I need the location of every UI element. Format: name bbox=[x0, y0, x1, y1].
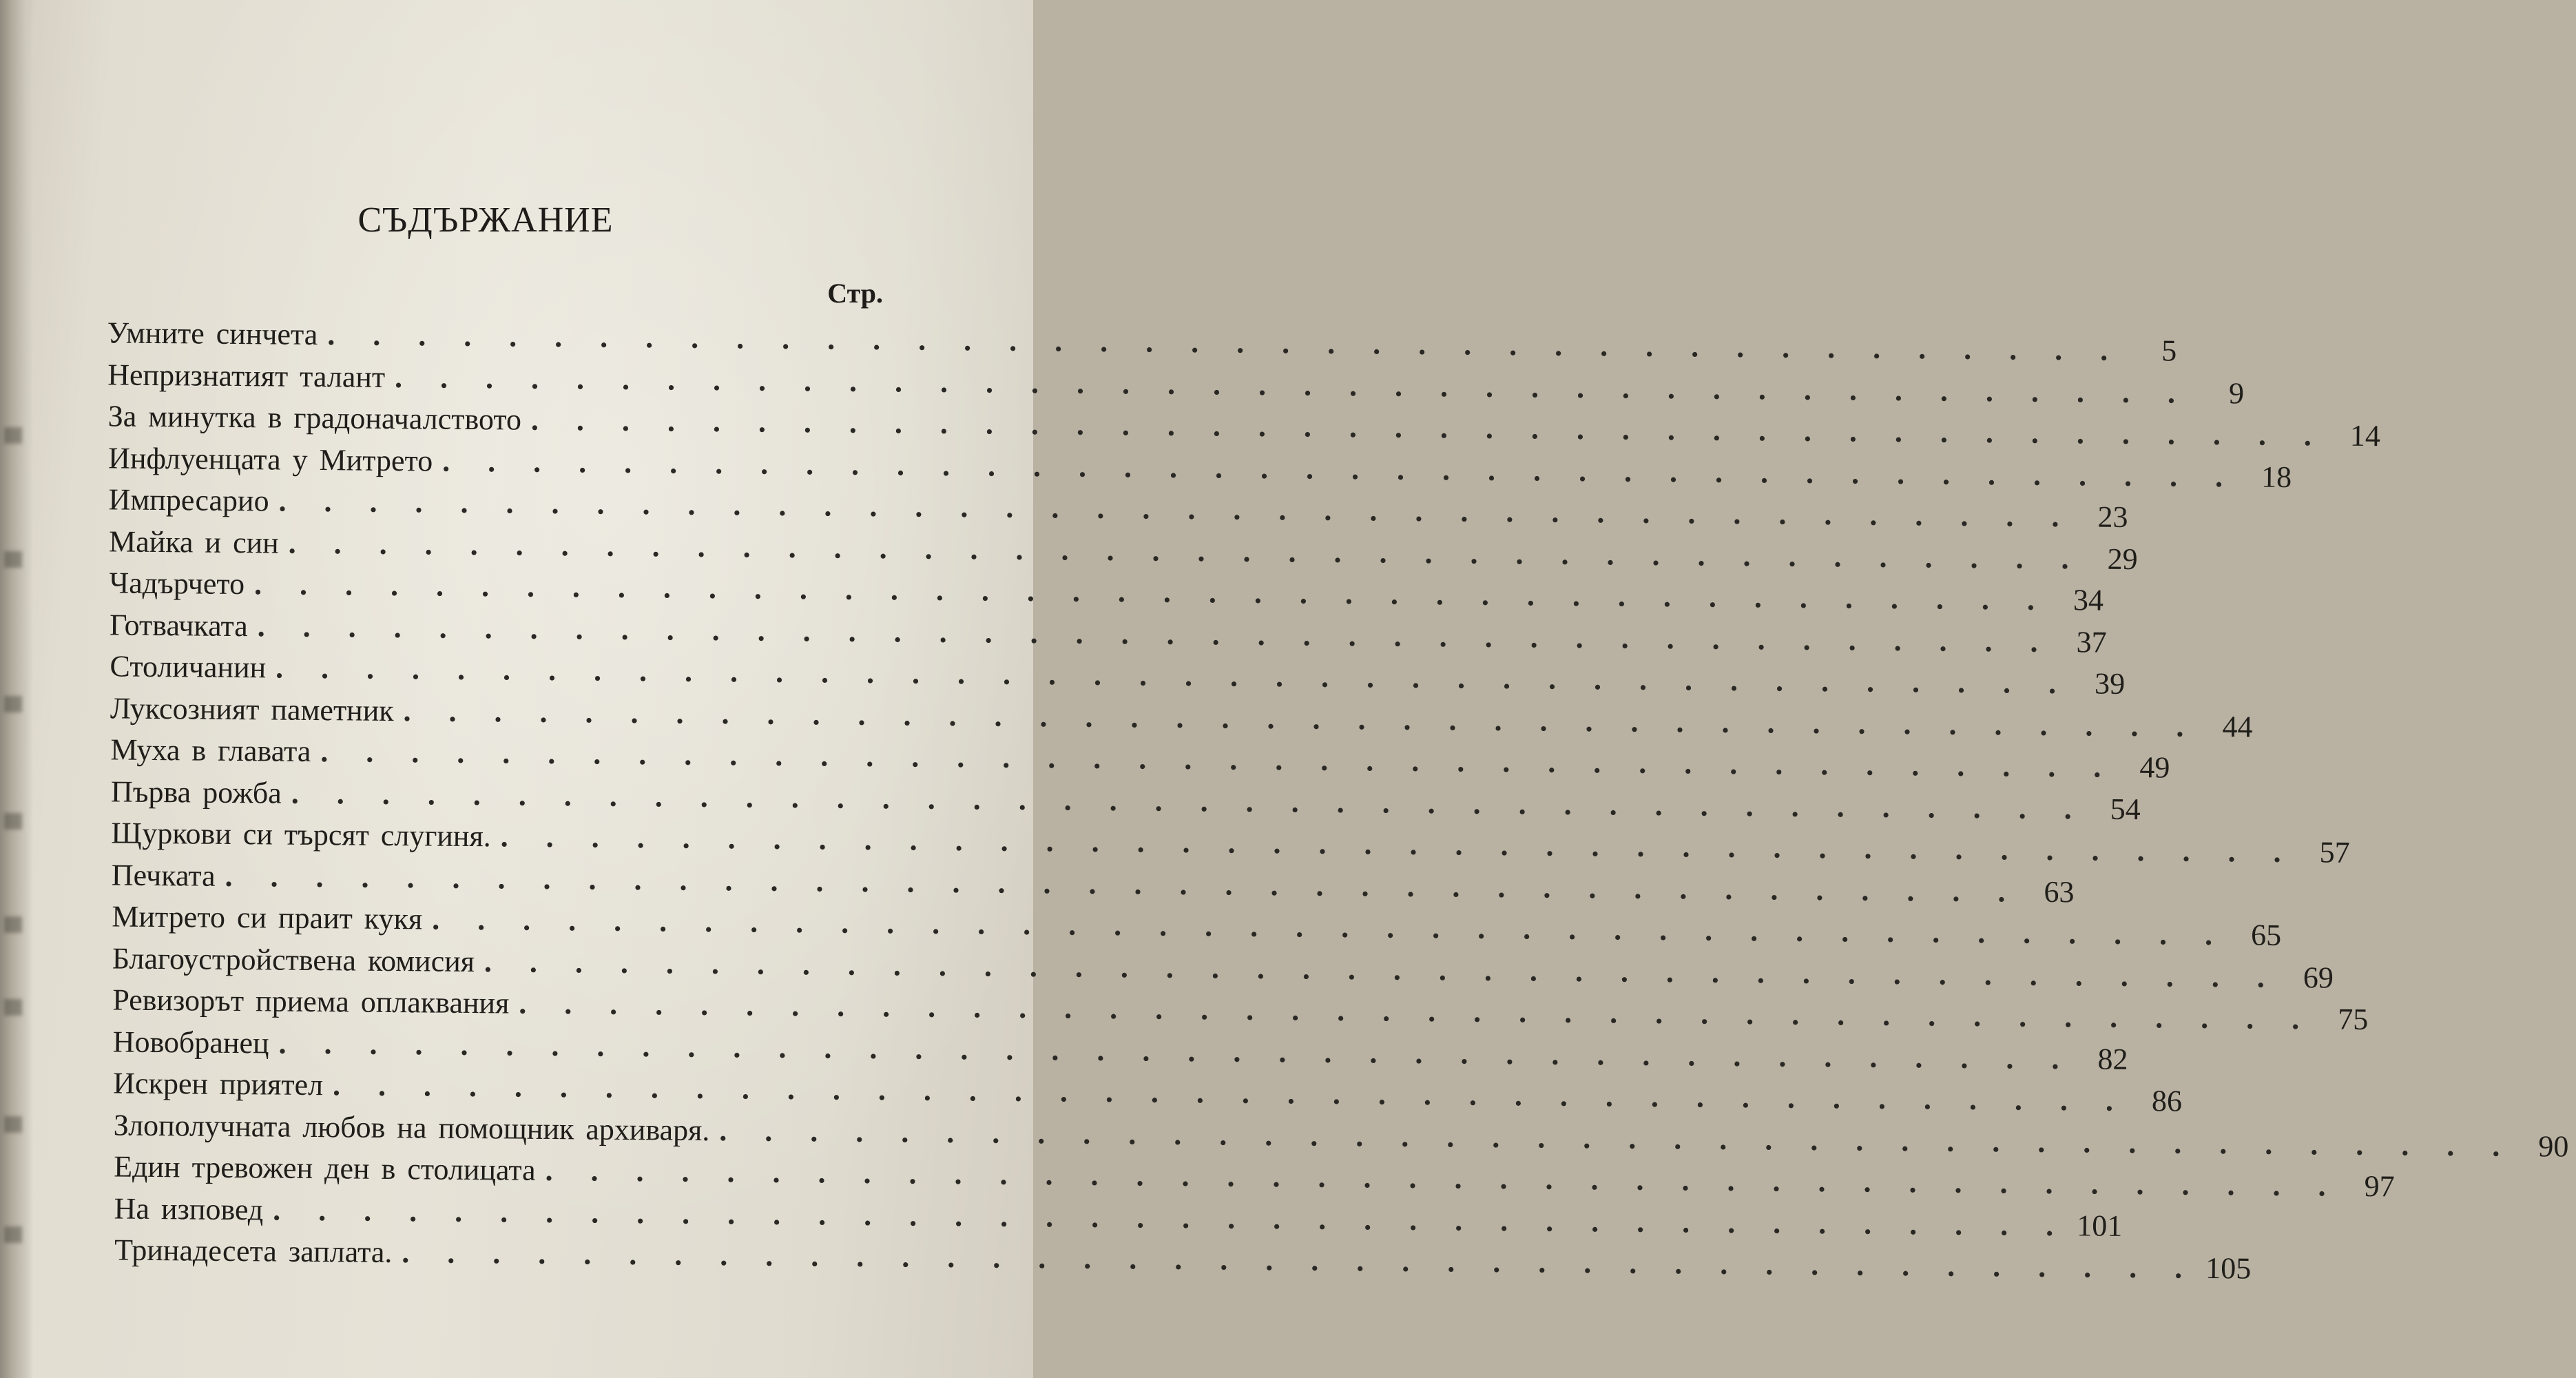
toc-entry-page: 90 bbox=[2538, 1129, 2569, 1164]
show-through-mark bbox=[4, 427, 22, 444]
toc-dot-leader: . . . . . . . . . . . . . . . . . . . . . . . . . . . . . . . . . . . . . . . . bbox=[545, 1153, 2341, 1203]
toc-dot-leader: . . . . . . . . . . . . . . . . . . . . . . . . . . . . . . . . . . . . . . . . bbox=[484, 944, 2281, 994]
toc-entry-title: За минутка в градоначалството bbox=[107, 399, 522, 437]
toc-dot-leader: . . . . . . . . . . . . . . . . . . . . . . . . . . . . . . . . . . . . . . . . bbox=[402, 1235, 2198, 1285]
toc-entry bbox=[113, 1107, 2569, 1164]
show-through-mark bbox=[4, 813, 22, 830]
toc-entry-page: 5 bbox=[2161, 333, 2177, 368]
toc-entry-title: Готвачката bbox=[109, 607, 249, 643]
toc-entry-page: 65 bbox=[2250, 918, 2282, 952]
toc-dot-leader: . . . . . . . . . . . . . . . . . . . . . . . . . . . . . . . . . . . . . . . . bbox=[320, 734, 2117, 784]
toc-entry bbox=[107, 440, 2292, 494]
toc-entry bbox=[110, 648, 2126, 701]
toc-entry bbox=[113, 1065, 2183, 1118]
toc-entry-page: 18 bbox=[2261, 460, 2292, 494]
toc-dot-leader: . . . . . . . . . . . . . . . . . . . . . . . . . . . . . . . . . . . . . . . . bbox=[327, 318, 2123, 367]
toc-entry bbox=[108, 482, 2128, 534]
toc-entry-title: Новобранец bbox=[112, 1024, 269, 1060]
toc-entry bbox=[109, 607, 2107, 659]
toc-dot-leader: . . . . . . . . . . . . . . . . . . . . . . . . . . . . . . . . . . . . . . . . bbox=[257, 608, 2053, 659]
toc-entry-title: Ревизорът приема оплаквания bbox=[112, 983, 510, 1020]
toc-entry-page: 9 bbox=[2228, 376, 2245, 410]
toc-entry-title: Непризнатият талант bbox=[107, 357, 386, 394]
toc-entry bbox=[112, 898, 2282, 952]
show-through-mark bbox=[4, 551, 22, 568]
toc-entry bbox=[107, 315, 2177, 368]
toc-entry bbox=[110, 732, 2170, 785]
toc-entry-page: 54 bbox=[2110, 792, 2141, 826]
toc-entry bbox=[112, 940, 2334, 995]
toc-entry bbox=[107, 357, 2245, 410]
toc-entry bbox=[107, 398, 2381, 453]
toc-dot-leader: . . . . . . . . . . . . . . . . . . . . . . . . . . . . . . . . . . . . . . . . bbox=[500, 819, 2296, 870]
toc-dot-leader: . . . . . . . . . . . . . . . . . . . . . . . . . . . . . . . . . . . . . . . . bbox=[442, 444, 2239, 493]
toc-entry bbox=[109, 565, 2104, 617]
toc-entry bbox=[111, 815, 2350, 870]
toc-entry-page: 97 bbox=[2364, 1169, 2395, 1204]
toc-entry-title: Тринадесета заплата. bbox=[114, 1233, 393, 1270]
table-of-contents bbox=[0, 314, 2569, 1286]
toc-entry-title: Импресарио bbox=[108, 482, 269, 518]
toc-entry-title: Благоустройствена комисия bbox=[112, 940, 475, 978]
toc-entry-title: Чадърчето bbox=[109, 566, 245, 601]
toc-entry-page: 69 bbox=[2303, 960, 2334, 995]
toc-entry bbox=[112, 982, 2369, 1037]
show-through-mark bbox=[4, 916, 22, 933]
toc-dot-leader: . . . . . . . . . . . . . . . . . . . . . . . . . . . . . . . . . . . . . . . . bbox=[519, 986, 2315, 1036]
toc-entry-title: Един тревожен ден в столицата bbox=[113, 1149, 536, 1187]
toc-dot-leader: . . . . . . . . . . . . . . . . . . . . . . . . . . . . . . . . . . . . . . . . bbox=[291, 776, 2087, 825]
toc-entry bbox=[113, 1149, 2395, 1204]
toc-entry-title: Столичанин bbox=[110, 649, 267, 685]
toc-entry bbox=[111, 857, 2075, 909]
show-through-mark bbox=[4, 999, 22, 1016]
toc-entry-title: Умните синчета bbox=[107, 316, 318, 352]
toc-dot-leader: . . . . . . . . . . . . . . . . . . . . . . . . . . . . . . . . . . . . . . . . bbox=[278, 1026, 2075, 1076]
toc-entry-title: На изповед bbox=[114, 1191, 264, 1226]
toc-entry bbox=[114, 1233, 2252, 1286]
toc-entry-page: 39 bbox=[2094, 666, 2126, 701]
toc-entry bbox=[112, 1024, 2128, 1076]
page-title: СЪДЪРЖАНИЕ bbox=[357, 200, 614, 240]
toc-entry-title: Луксозният паметник bbox=[110, 690, 394, 728]
toc-entry-title: Майка и син bbox=[108, 524, 279, 560]
toc-entry-title: Митрето си праит кукя bbox=[112, 899, 423, 936]
toc-entry bbox=[108, 524, 2138, 576]
toc-entry-page: 57 bbox=[2319, 835, 2350, 870]
toc-entry-page: 75 bbox=[2338, 1002, 2369, 1037]
page-column-label: Стр. bbox=[827, 278, 883, 309]
show-through-mark bbox=[4, 696, 22, 712]
toc-dot-leader: . . . . . . . . . . . . . . . . . . . . . . . . . . . . . . . . . . . . . . . . bbox=[253, 567, 2050, 617]
toc-dot-leader: . . . . . . . . . . . . . . . . . . . . . . . . . . . . . . . . . . . . . . . . bbox=[432, 902, 2228, 952]
toc-dot-leader: . . . . . . . . . . . . . . . . . . . . . . . . . . . . . . . . . . . . . . . . bbox=[394, 360, 2191, 410]
toc-entry-title: Щуркови си търсят слугиня. bbox=[111, 816, 491, 854]
toc-entry-page: 23 bbox=[2097, 500, 2128, 534]
toc-entry-title: Първа рожба bbox=[110, 774, 282, 810]
toc-dot-leader: . . . . . . . . . . . . . . . . . . . . . . . . . . . . . . . . . . . . . . . . bbox=[719, 1113, 2515, 1163]
show-through-mark bbox=[4, 1226, 22, 1243]
toc-dot-leader: . . . . . . . . . . . . . . . . . . . . . . . . . . . . . . . . . . . . . . . . bbox=[332, 1068, 2129, 1118]
toc-entry-page: 105 bbox=[2205, 1251, 2252, 1286]
toc-entry-page: 37 bbox=[2076, 624, 2107, 659]
show-through-mark bbox=[4, 1116, 22, 1133]
toc-entry bbox=[110, 690, 2253, 744]
toc-entry-page: 49 bbox=[2139, 750, 2170, 785]
toc-entry-title: Инфлуенцата у Митрето bbox=[107, 440, 433, 477]
toc-entry-title: Печката bbox=[111, 857, 216, 893]
toc-dot-leader: . . . . . . . . . . . . . . . . . . . . . . . . . . . . . . . . . . . . . . . . bbox=[225, 858, 2021, 909]
toc-entry-page: 29 bbox=[2107, 542, 2138, 576]
toc-entry-page: 14 bbox=[2349, 418, 2381, 453]
toc-entry bbox=[114, 1191, 2123, 1243]
toc-entry-page: 63 bbox=[2044, 874, 2075, 909]
toc-entry-page: 44 bbox=[2222, 709, 2253, 744]
toc-dot-leader: . . . . . . . . . . . . . . . . . . . . . . . . . . . . . . . . . . . . . . . . bbox=[288, 526, 2084, 575]
toc-entry-page: 34 bbox=[2073, 583, 2104, 617]
toc-dot-leader: . . . . . . . . . . . . . . . . . . . . . . . . . . . . . . . . . . . . . . . . bbox=[275, 650, 2072, 701]
toc-dot-leader: . . . . . . . . . . . . . . . . . . . . . . . . . . . . . . . . . . . . . . . . bbox=[530, 402, 2327, 453]
toc-entry-page: 101 bbox=[2077, 1208, 2123, 1243]
toc-dot-leader: . . . . . . . . . . . . . . . . . . . . . . . . . . . . . . . . . . . . . . . . bbox=[403, 693, 2199, 743]
toc-entry bbox=[110, 774, 2141, 826]
toc-entry-page: 86 bbox=[2151, 1084, 2183, 1118]
toc-dot-leader: . . . . . . . . . . . . . . . . . . . . . . . . . . . . . . . . . . . . . . . . bbox=[278, 484, 2075, 534]
toc-dot-leader: . . . . . . . . . . . . . . . . . . . . . . . . . . . . . . . . . . . . . . . . bbox=[273, 1193, 2069, 1242]
toc-entry-page: 82 bbox=[2097, 1042, 2128, 1076]
toc-entry-title: Искрен приятел bbox=[113, 1066, 324, 1102]
toc-entry-title: Злополучната любов на помощник архиваря. bbox=[113, 1107, 710, 1147]
toc-entry-title: Муха в главата bbox=[110, 732, 311, 768]
